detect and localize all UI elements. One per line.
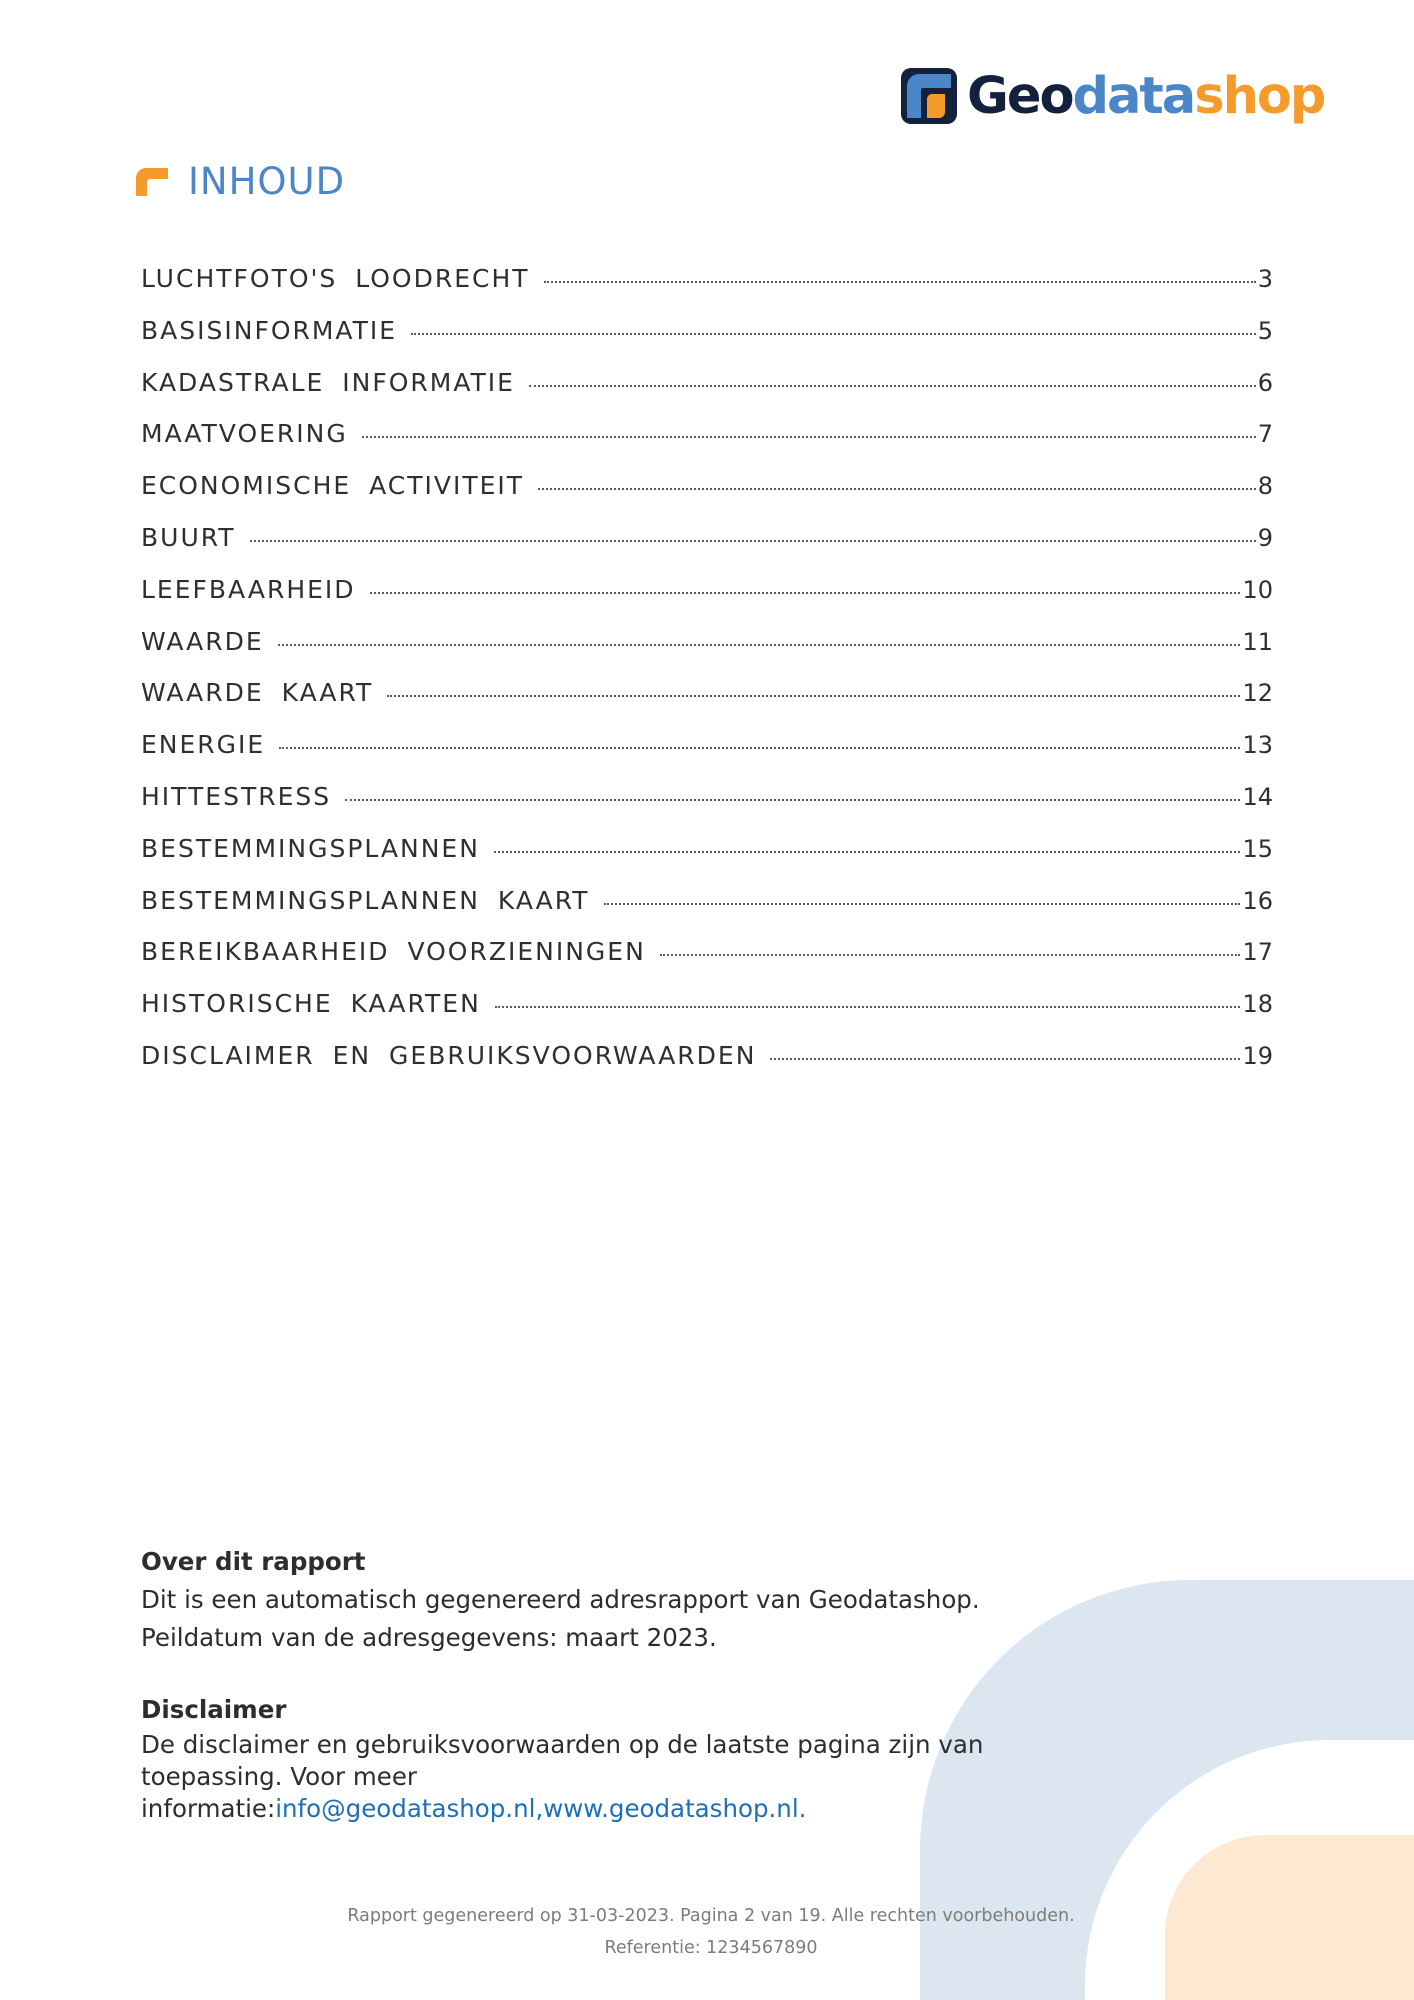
toc-entry-page-number: 16 — [1242, 886, 1273, 915]
toc-entry-label: MAATVOERING — [141, 419, 348, 449]
toc-entry[interactable] — [141, 937, 1273, 989]
toc-entry-page-number: 7 — [1257, 420, 1273, 449]
toc-entry-page-number: 5 — [1257, 316, 1273, 345]
toc-entry[interactable] — [141, 782, 1273, 834]
toc-entry-label: HISTORISCHE KAARTEN — [141, 989, 481, 1019]
toc-entry[interactable] — [141, 989, 1273, 1041]
page-footer — [0, 1900, 1414, 1964]
toc-entry[interactable] — [141, 316, 1273, 368]
toc-entry-label: BASISINFORMATIE — [141, 315, 398, 345]
toc-entry-label: DISCLAIMER EN GEBRUIKSVOORWAARDEN — [141, 1040, 757, 1070]
toc-entry-label: ENERGIE — [141, 730, 266, 760]
footer-generated-line: Rapport gegenereerd op 31-03-2023. Pagina 2 van 19. Alle rechten voorbehouden. — [347, 1906, 1075, 1926]
toc-entry[interactable] — [141, 1041, 1273, 1093]
toc-entry-label: LEEFBAARHEID — [141, 574, 356, 604]
disclaimer-title: Disclaimer — [141, 1695, 287, 1724]
toc-entry-page-number: 3 — [1257, 265, 1273, 293]
toc-entry-page-number: 10 — [1242, 575, 1273, 604]
toc-dot-leader — [411, 333, 1256, 335]
toc-entry-label: HITTESTRESS — [141, 781, 332, 811]
toc-entry-label: BUURT — [141, 522, 236, 552]
toc-entry[interactable] — [141, 471, 1273, 523]
logo-wordmark: Geodatashop — [967, 66, 1325, 126]
toc-dot-leader — [770, 1058, 1240, 1060]
toc-dot-leader — [345, 799, 1240, 801]
link-separator: , — [535, 1794, 544, 1823]
toc-dot-leader — [250, 540, 1256, 542]
disclaimer-line-2 — [141, 1761, 1041, 1825]
about-line-1: Dit is een automatisch gegenereerd adresrapport van Geodatashop. — [141, 1585, 980, 1614]
toc-entry-label: BESTEMMINGSPLANNEN — [141, 833, 480, 863]
disclaimer-line-1: De disclaimer en gebruiksvoorwaarden op de laatste pagina zijn van — [141, 1730, 984, 1759]
toc-entry-page-number: 11 — [1242, 627, 1273, 656]
toc-dot-leader — [544, 281, 1256, 283]
toc-entry[interactable] — [141, 264, 1273, 316]
toc-entry[interactable] — [141, 834, 1273, 886]
disclaimer-text — [141, 1729, 1041, 1825]
toc-entry-page-number: 19 — [1242, 1041, 1273, 1070]
toc-entry-label: LUCHTFOTO'S LOODRECHT — [141, 264, 530, 293]
toc-entry-page-number: 18 — [1242, 990, 1273, 1019]
email-link[interactable]: info@geodatashop.nl — [275, 1794, 536, 1823]
toc-entry[interactable] — [141, 627, 1273, 679]
toc-entry[interactable] — [141, 678, 1273, 730]
toc-dot-leader — [278, 644, 1241, 646]
report-info — [141, 1543, 1041, 1825]
geodatashop-logo-icon — [901, 68, 957, 124]
toc-dot-leader — [362, 436, 1256, 438]
toc-dot-leader — [387, 695, 1240, 697]
table-of-contents — [141, 264, 1273, 1093]
toc-entry-page-number: 15 — [1242, 834, 1273, 863]
toc-entry[interactable] — [141, 886, 1273, 938]
toc-entry[interactable] — [141, 575, 1273, 627]
section-heading — [134, 160, 345, 203]
toc-dot-leader — [529, 385, 1256, 387]
toc-entry[interactable] — [141, 419, 1273, 471]
toc-entry-label: ECONOMISCHE ACTIVITEIT — [141, 471, 525, 501]
corner-bracket-icon — [134, 166, 170, 198]
about-title: Over dit rapport — [141, 1547, 366, 1576]
toc-dot-leader — [495, 1006, 1241, 1008]
toc-entry-page-number: 6 — [1257, 368, 1273, 397]
toc-dot-leader — [604, 903, 1241, 905]
toc-entry-label: BESTEMMINGSPLANNEN KAART — [141, 885, 590, 915]
toc-entry-page-number: 8 — [1257, 472, 1273, 501]
toc-entry[interactable] — [141, 730, 1273, 782]
geodatashop-logo — [901, 66, 1324, 126]
toc-dot-leader — [494, 851, 1241, 853]
about-line-2: Peildatum van de adresgegevens: maart 2023. — [141, 1623, 717, 1652]
toc-entry-label: BEREIKBAARHEID VOORZIENINGEN — [141, 937, 646, 967]
toc-dot-leader — [538, 488, 1256, 490]
toc-entry[interactable] — [141, 523, 1273, 575]
page-title: INHOUD — [188, 160, 346, 203]
footer-reference: Referentie: 1234567890 — [604, 1938, 818, 1958]
toc-dot-leader — [279, 747, 1240, 749]
disclaimer-line-2-prefix: toepassing. Voor meer informatie: — [141, 1762, 418, 1823]
toc-entry-page-number: 14 — [1242, 782, 1273, 811]
toc-dot-leader — [660, 954, 1241, 956]
toc-entry-label: WAARDE KAART — [141, 678, 374, 708]
toc-entry-label: WAARDE — [141, 626, 264, 656]
toc-entry-page-number: 13 — [1242, 731, 1273, 760]
toc-entry[interactable] — [141, 368, 1273, 420]
toc-entry-label: KADASTRALE INFORMATIE — [141, 367, 515, 397]
website-link[interactable]: www.geodatashop.nl. — [543, 1794, 807, 1823]
toc-entry-page-number: 9 — [1257, 523, 1273, 552]
toc-entry-page-number: 17 — [1242, 938, 1273, 967]
toc-dot-leader — [370, 592, 1241, 594]
toc-entry-page-number: 12 — [1242, 679, 1273, 708]
